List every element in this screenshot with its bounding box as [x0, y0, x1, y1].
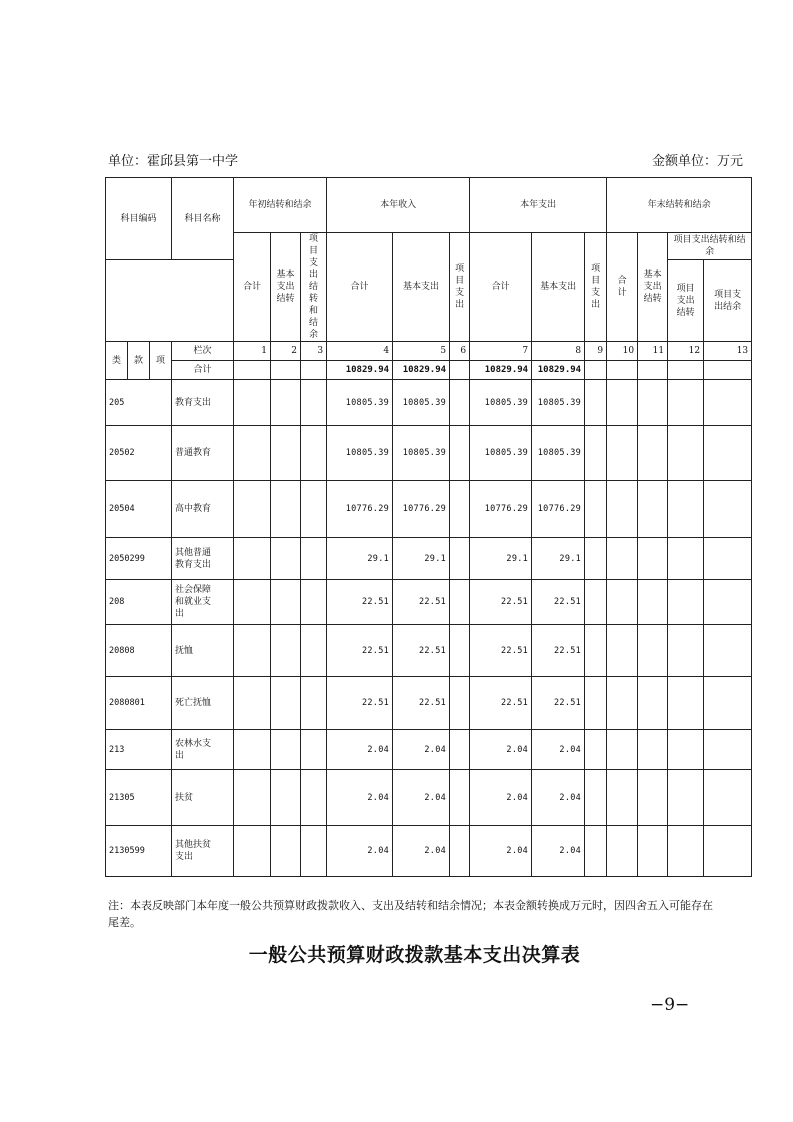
subject-name: 社会保障 和就业支 出: [172, 580, 234, 625]
table-row: [106, 426, 752, 481]
total-row-label: 合计: [172, 361, 234, 380]
exp-basic: 10805.39: [532, 380, 585, 426]
table-row: [106, 677, 752, 730]
lei-header: 类: [106, 342, 128, 380]
budget-table: [105, 177, 752, 877]
income-total: 2.04: [327, 730, 393, 770]
subject-code: 2130599: [106, 826, 172, 877]
table-row: [106, 481, 752, 538]
income-basic: 29.1: [393, 538, 450, 580]
income-basic: 10805.39: [393, 380, 450, 426]
closing-basic-header: 基本 支出 结转: [638, 233, 668, 342]
column-number: 7: [470, 342, 532, 361]
closing-project-balance-header: 项目支 出结余: [704, 260, 752, 342]
subject-name: 扶贫: [172, 770, 234, 826]
unit-label: 单位：霍邱县第一中学: [108, 154, 239, 169]
exp-total: 10776.29: [470, 481, 532, 538]
closing-total-header: 合 计: [607, 233, 638, 342]
income-total: 22.51: [327, 677, 393, 730]
exp-basic: 22.51: [532, 677, 585, 730]
exp-basic: 29.1: [532, 538, 585, 580]
total-income-total: 10829.94: [327, 361, 393, 380]
subject-code: 20808: [106, 625, 172, 677]
income-basic: 2.04: [393, 770, 450, 826]
table-row: [106, 538, 752, 580]
exp-total: 22.51: [470, 677, 532, 730]
total-exp-total: 10829.94: [470, 361, 532, 380]
subject-name: 其他普通 教育支出: [172, 538, 234, 580]
income-header: 本年收入: [327, 178, 470, 233]
opening-balance-header: 年初结转和结余: [234, 178, 327, 233]
subject-name-header: 科目名称: [172, 178, 234, 260]
subject-code: 205: [106, 380, 172, 426]
income-project-header: 项 目 支 出: [450, 233, 470, 342]
subject-code: 213: [106, 730, 172, 770]
income-total: 10805.39: [327, 426, 393, 481]
income-total-header: 合计: [327, 233, 393, 342]
exp-basic: 2.04: [532, 730, 585, 770]
opening-project-header: 项 目 支 出 结 转 和 结 余: [301, 233, 327, 342]
income-total: 2.04: [327, 770, 393, 826]
column-number: 6: [450, 342, 470, 361]
income-total: 10805.39: [327, 380, 393, 426]
currency-unit-label: 金额单位：万元: [652, 154, 744, 169]
exp-total: 2.04: [470, 730, 532, 770]
column-number: 12: [668, 342, 704, 361]
total-exp-basic: 10829.94: [532, 361, 585, 380]
subject-code: 2050299: [106, 538, 172, 580]
income-basic-header: 基本支出: [393, 233, 450, 342]
income-total: 22.51: [327, 625, 393, 677]
subject-name: 抚恤: [172, 625, 234, 677]
exp-total: 2.04: [470, 826, 532, 877]
subject-name: 普通教育: [172, 426, 234, 481]
income-basic: 2.04: [393, 826, 450, 877]
opening-total-header: 合计: [234, 233, 271, 342]
table-row: [106, 625, 752, 677]
lanci-label: 栏次: [172, 342, 234, 361]
closing-project-carry-header: 项目 支出 结转: [668, 260, 704, 342]
expenditure-header: 本年支出: [470, 178, 607, 233]
subject-code: 208: [106, 580, 172, 625]
exp-total: 29.1: [470, 538, 532, 580]
column-number: 10: [607, 342, 638, 361]
income-total: 29.1: [327, 538, 393, 580]
column-number: 2: [271, 342, 301, 361]
exp-total: 10805.39: [470, 426, 532, 481]
subject-name: 农林水支 出: [172, 730, 234, 770]
column-number: 3: [301, 342, 327, 361]
column-number: 4: [327, 342, 393, 361]
column-number: 11: [638, 342, 668, 361]
column-number: 5: [393, 342, 450, 361]
exp-basic: 22.51: [532, 580, 585, 625]
closing-project-group-header: 项目支出结转和结余: [668, 233, 752, 260]
column-number: 1: [234, 342, 271, 361]
column-number: 13: [704, 342, 752, 361]
subject-code-header: 科目编码: [106, 178, 172, 260]
income-basic: 10776.29: [393, 481, 450, 538]
page-number: −9−: [650, 995, 690, 1015]
exp-total: 10805.39: [470, 380, 532, 426]
column-number: 8: [532, 342, 585, 361]
subject-code: 20504: [106, 481, 172, 538]
subject-code: 20502: [106, 426, 172, 481]
income-basic: 22.51: [393, 580, 450, 625]
table-row: [106, 580, 752, 625]
column-number: 9: [585, 342, 607, 361]
opening-basic-header: 基本 支出 结转: [271, 233, 301, 342]
subject-name: 教育支出: [172, 380, 234, 426]
xiang-header: 项: [150, 342, 172, 380]
table-row: [106, 380, 752, 426]
exp-basic-header: 基本支出: [532, 233, 585, 342]
income-basic: 22.51: [393, 677, 450, 730]
income-total: 2.04: [327, 826, 393, 877]
table-row: [106, 730, 752, 770]
exp-basic: 10776.29: [532, 481, 585, 538]
exp-project-header: 项 目 支 出: [585, 233, 607, 342]
subject-name: 其他扶贫 支出: [172, 826, 234, 877]
income-basic: 22.51: [393, 625, 450, 677]
footnote: 注：本表反映部门本年度一般公共预算财政拨款收入、支出及结转和结余情况；本表金额转换成万元时，因四舍五入可能存在尾差。: [108, 899, 713, 929]
exp-basic: 2.04: [532, 826, 585, 877]
exp-total-header: 合计: [470, 233, 532, 342]
exp-total: 22.51: [470, 580, 532, 625]
exp-total: 22.51: [470, 625, 532, 677]
income-total: 10776.29: [327, 481, 393, 538]
income-basic: 2.04: [393, 730, 450, 770]
kuan-header: 款: [128, 342, 150, 380]
exp-basic: 10805.39: [532, 426, 585, 481]
subject-code: 21305: [106, 770, 172, 826]
closing-balance-header: 年末结转和结余: [607, 178, 752, 233]
table-row: [106, 770, 752, 826]
subject-code: 2080801: [106, 677, 172, 730]
exp-basic: 22.51: [532, 625, 585, 677]
table-row: [106, 826, 752, 877]
income-basic: 10805.39: [393, 426, 450, 481]
table-title: 一般公共预算财政拨款基本支出决算表: [248, 944, 581, 966]
income-total: 22.51: [327, 580, 393, 625]
header-spacer: [106, 260, 234, 342]
total-income-basic: 10829.94: [393, 361, 450, 380]
exp-total: 2.04: [470, 770, 532, 826]
subject-name: 高中教育: [172, 481, 234, 538]
exp-basic: 2.04: [532, 770, 585, 826]
subject-name: 死亡抚恤: [172, 677, 234, 730]
